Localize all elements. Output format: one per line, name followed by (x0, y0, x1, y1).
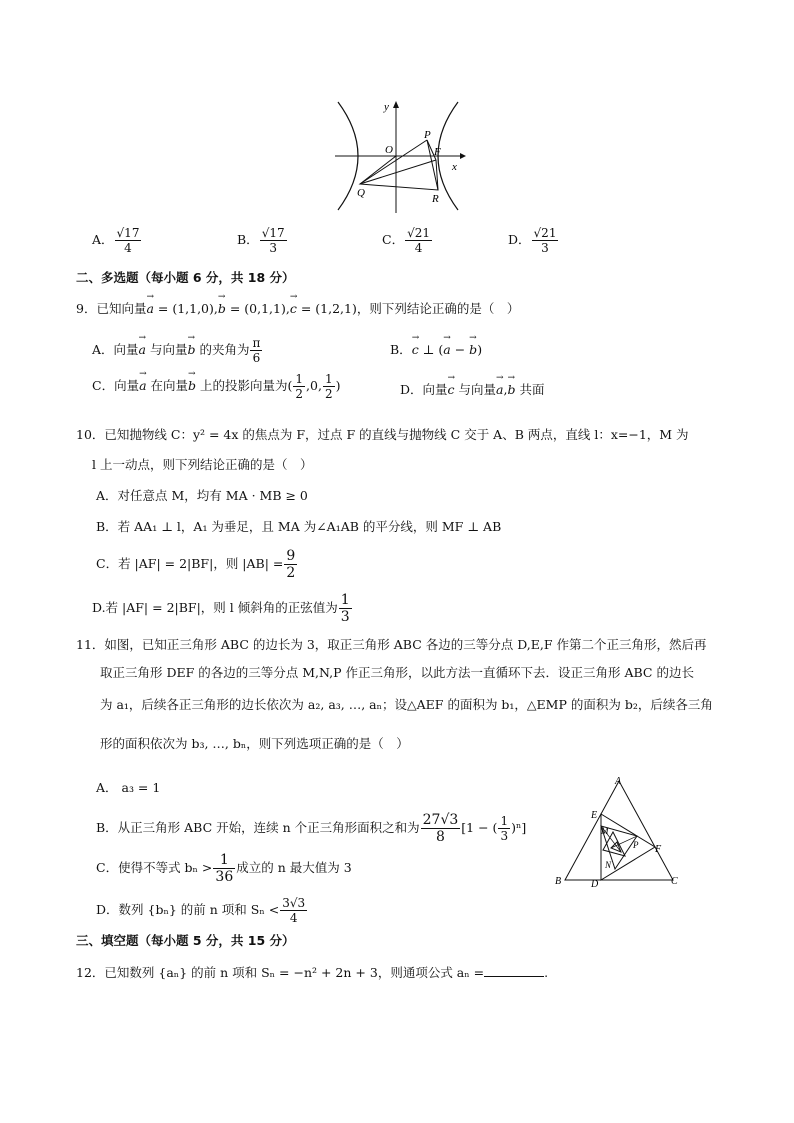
q8-option-d[interactable]: D． $\frac{√21}{3}$ (508, 226, 557, 255)
q8-d-den: 3 (541, 241, 549, 255)
q8-option-b[interactable]: B． $\frac{√17}{3}$ (237, 226, 285, 255)
q8-a-num: √17 (116, 226, 140, 240)
q8-d-num: √21 (533, 226, 557, 240)
q12-stem: 12．已知数列 {aₙ} 的前 n 项和 Sₙ = −n² + 2n + 3，则通项公式 aₙ = . (76, 965, 549, 980)
fig11-label-n: N (605, 860, 612, 870)
q8-b-num: √17 (261, 226, 285, 240)
q11-stem-line1: 11．如图，已知正三角形 ABC 的边长为 3，取正三角形 ABC 各边的三等分点 D,E,F 作第二个正三角形，然后再 (76, 637, 707, 652)
fig11-label-f: F (655, 844, 662, 855)
q11-stem-line2: 取正三角形 DEF 的各边的三等分点 M,N,P 作正三角形，以此方法一直循环下去．设正三角形 ABC 的边长 (100, 665, 694, 680)
label-f: F (434, 146, 441, 158)
label-r: R (432, 193, 439, 205)
q8-c-den: 4 (414, 241, 423, 255)
q11-stem-line3: 为 a₁，后续各正三角形的边长依次为 a₂, a₃, …, aₙ；设△AEF 的面积为 b₁，△EMP 的面积为 b₂，后续各三角 (100, 697, 713, 712)
q10-stem-line1: 10．已知抛物线 C：y² = 4x 的焦点为 F，过点 F 的直线与抛物线 C 交于 A、B 两点，直线 l：x=−1，M 为 (76, 427, 689, 442)
q10-option-d[interactable]: D.若 |AF| = 2|BF|，则 l 倾斜角的正弦值为 $\frac{1}{3}$ (92, 592, 350, 625)
fig11-label-c: C (671, 876, 678, 887)
fig11-label-b: B (555, 876, 562, 887)
q9-stem: 9．已知向量→ a = (1,1,0),→ b = (0,1,1),→ c = (1,2,1)，则下列结论正确的是（ ） (76, 299, 519, 317)
q8-c-num: √21 (407, 226, 430, 240)
q9-option-c[interactable]: C．向量→ a 在向量→ b 上的投影向量为( $\frac{1}{2}$ ,0, $\frac{1}{2}$ ) (92, 372, 340, 401)
q9-option-d[interactable]: D．向量→ c 与向量→ a,→ b 共面 (400, 380, 544, 398)
q8-b-den: 3 (269, 241, 277, 255)
section-3-heading: 三、填空题（每小题 5 分，共 15 分） (76, 933, 295, 948)
fig11-label-e: E (591, 810, 598, 821)
q11-option-a[interactable]: A． a₃ = 1 (96, 780, 161, 795)
q10-option-b[interactable]: B．若 AA₁ ⊥ l，A₁ 为垂足，且 MA 为∠A₁AB 的平分线，则 MF ⊥ AB (96, 519, 502, 534)
q9-option-a[interactable]: A．向量→ a 与向量→ b 的夹角为 $\frac{\pi}{6}$ (92, 336, 263, 365)
q8-option-c[interactable]: C． $\frac{√21}{4}$ (382, 226, 430, 255)
q10-option-c[interactable]: C．若 |AF| = 2|BF|，则 |AB| = $\frac{9}{2}$ (96, 548, 296, 581)
section-2-heading: 二、多选题（每小题 6 分，共 18 分） (76, 270, 295, 285)
q8-option-a[interactable]: A． $\frac{√17}{4}$ (92, 226, 140, 255)
axis-label-y: y (384, 101, 389, 113)
q11-option-c[interactable]: C．使得不等式 bₙ > $\frac{1}{36}$ 成立的 n 最大值为 3 (96, 852, 352, 885)
label-q: Q (357, 187, 365, 199)
q11-option-b[interactable]: B．从正三角形 ABC 开始，连续 n 个正三角形面积之和为 $\frac{27√3}{8}$ [1 − ( $\frac{1}{3}$ )ⁿ] (96, 812, 527, 845)
label-o: O (385, 144, 393, 156)
hyperbola-figure (330, 98, 470, 216)
q11-option-d[interactable]: D．数列 {bₙ} 的前 n 项和 Sₙ < $\frac{3√3}{4}$ (96, 896, 306, 925)
fig11-label-a: A (615, 776, 622, 787)
q11-stem-line4: 形的面积依次为 b₃, …, bₙ，则下列选项正确的是（ ） (100, 736, 409, 751)
label-p: P (424, 129, 431, 141)
q12-answer-blank[interactable] (484, 965, 544, 977)
q10-option-a[interactable]: A．对任意点 M，均有 MA · MB ≥ 0 (96, 488, 308, 503)
fig11-label-p: P (633, 840, 639, 850)
q10-stem-line2: l 上一动点，则下列结论正确的是（ ） (92, 457, 313, 472)
q8-a-den: 4 (124, 241, 132, 255)
fig11-label-d: D (591, 879, 599, 888)
q9-option-b[interactable]: B．→ c ⊥ (→ a − → b) (390, 340, 482, 358)
axis-label-x: x (452, 161, 457, 173)
fig11-label-m: M (601, 826, 609, 836)
nested-triangles-figure (555, 776, 685, 888)
